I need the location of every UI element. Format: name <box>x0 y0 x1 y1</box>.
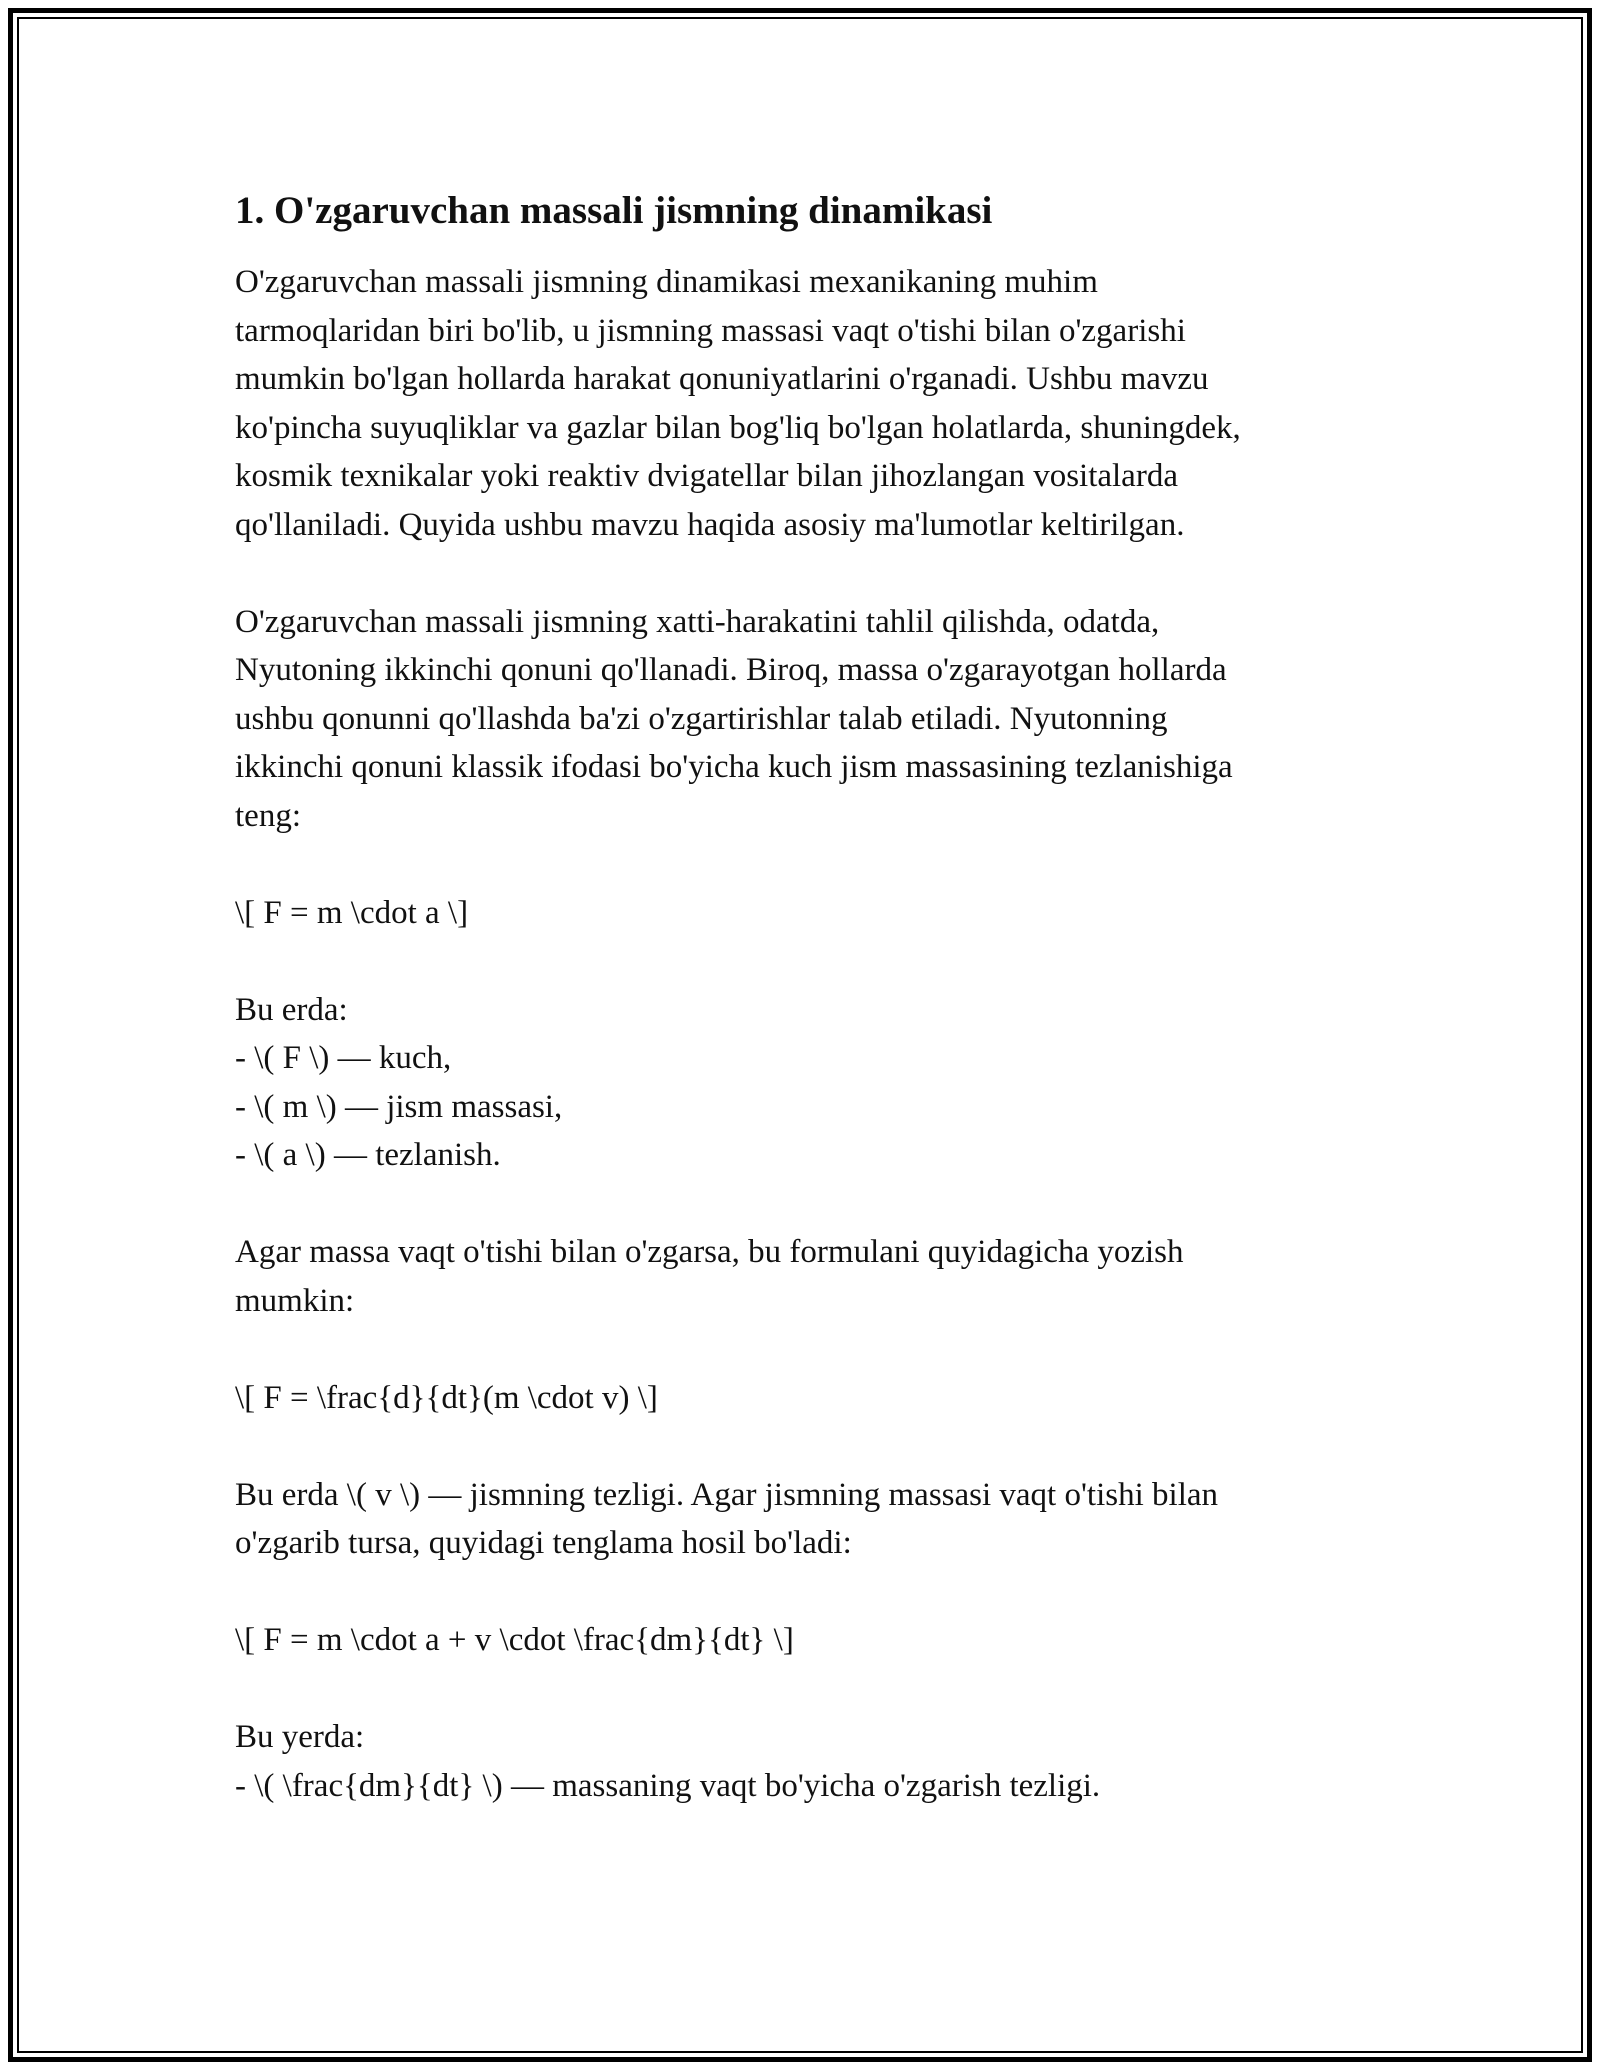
intro-paragraph: O'zgaruvchan massali jismning dinamikasi mexanikaning muhim tarmoqlaridan biri bo'lib, u jismning massasi vaqt o'tishi bilan o'zgarishi mumkin bo'lgan hollarda harakat qonuniyatlarini o'rganadi. Ushbu mavzu ko'pincha suyuqliklar va gazlar bilan bog'liq bo'lgan holatlarda, shuningdek, kosmik texnikalar yoki reaktiv dvigatellar bilan jihozlangan vositalarda qo'llaniladi. Quyida ushbu mavzu haqida asosiy ma'lumotlar keltirilgan. <box>235 264 1241 543</box>
velocity-paragraph: Bu erda \( v \) — jismning tezligi. Agar jismning massasi vaqt o'tishi bilan o'zgarib tursa, quyidagi tenglama hosil bo'ladi: <box>235 1476 1219 1561</box>
spacer <box>235 840 1360 889</box>
spacer <box>235 1325 1360 1374</box>
spacer <box>235 1665 1360 1714</box>
variable-mass-paragraph: Agar massa vaqt o'tishi bilan o'zgarsa, bu formulani quyidagicha yozish mumkin: <box>235 1234 1184 1319</box>
formula-force: \[ F = m \cdot a \] <box>235 894 469 931</box>
spacer <box>235 937 1360 986</box>
document-body <box>235 186 1360 1810</box>
spacer <box>235 1422 1360 1471</box>
mass-rate-list: Bu yerda: - \( \frac{dm}{dt} \) — massaning vaqt bo'yicha o'zgarish tezligi. <box>235 1719 1101 1804</box>
newton-paragraph: O'zgaruvchan massali jismning xatti-harakatini tahlil qilishda, odatda, Nyutoning ikkinchi qonuni qo'llanadi. Biroq, massa o'zgarayotgan hollarda ushbu qonunni qo'llashda ba'zi o'zgartirishlar talab etiladi. Nyutonning ikkinchi qonuni klassik ifodasi bo'yicha kuch jism massasining tezlanishiga teng: <box>235 603 1233 834</box>
formula-variable-mass: \[ F = m \cdot a + v \cdot \frac{dm}{dt} \] <box>235 1622 794 1658</box>
formula-momentum: \[ F = \frac{d}{dt}(m \cdot v) \] <box>235 1379 658 1416</box>
section-heading: 1. O'zgaruvchan massali jismning dinamikasi <box>235 189 993 232</box>
spacer <box>235 1568 1360 1617</box>
spacer <box>235 1180 1360 1229</box>
spacer <box>235 549 1360 598</box>
variables-list: Bu erda: - \( F \) — kuch, - \( m \) — jism massasi, - \( a \) — tezlanish. <box>235 991 563 1173</box>
